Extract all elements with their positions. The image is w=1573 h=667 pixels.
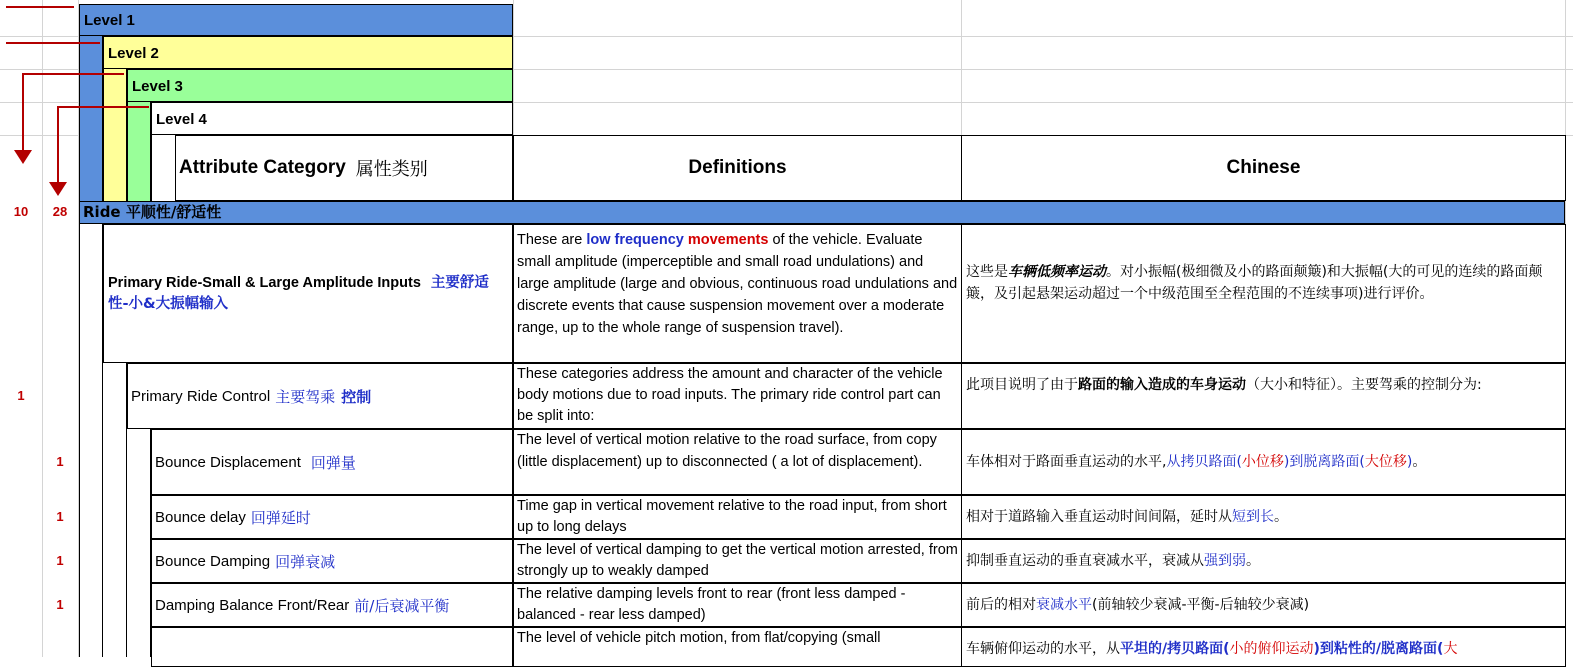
control-title-cn: 主要驾乘: [275, 387, 336, 406]
bounce-damping-definition: The level of vertical damping to get the vertical motion arrested, from strongly up to weakly damped: [513, 539, 962, 583]
chinese-highlight-red: 小位移: [1241, 454, 1284, 470]
chinese-header: Chinese: [961, 135, 1566, 201]
level-3-column: [127, 102, 151, 201]
chinese-text: 车体相对于路面垂直运动的水平,: [966, 454, 1167, 470]
bounce-displacement-count: 1: [56, 454, 64, 469]
arrow-line: [57, 106, 149, 108]
damping-balance-count: 1: [56, 597, 64, 612]
chinese-highlight-blue: )到粘性的/脱离路面(: [1313, 641, 1444, 657]
bounce-damping-count: 1: [56, 553, 64, 568]
chinese-text: 此项目说明了由于: [966, 377, 1078, 393]
arrow-down-icon: [14, 150, 32, 164]
chinese-text: 车辆俯仰运动的水平，从: [966, 641, 1120, 657]
chinese-bold: 路面的输入造成的车身运动: [1078, 377, 1246, 393]
bounce-damping-chinese: [961, 539, 1566, 583]
bounce-delay-count: 1: [56, 509, 64, 524]
bounce-displacement-definition: The level of vertical motion relative to the road surface, from copy (little displacement) up to disconnected ( a lot of displacement).: [513, 429, 962, 495]
row-bounce-damping-title[interactable]: [151, 539, 513, 583]
level-1-bar: [79, 4, 513, 36]
definition-highlight-blue: low frequency: [586, 232, 684, 248]
ride-category-label: Ride 平顺性/舒适性: [83, 203, 222, 221]
bounce-delay-chinese: [961, 495, 1566, 539]
definition-text: These are: [517, 232, 587, 248]
level-2-column: [103, 69, 127, 201]
bounce-damping-title-cn: 回弹衰减: [275, 552, 336, 571]
arrow-down-icon: [49, 182, 67, 196]
ride-category-band[interactable]: [79, 201, 1565, 224]
chinese-text: 相对于道路输入垂直运动时间间隔，延时从: [966, 509, 1232, 525]
attribute-category-cn: 属性类别: [355, 159, 428, 180]
arrow-line: [6, 6, 74, 8]
bounce-delay-title-cn: 回弹延时: [250, 508, 311, 527]
level-2-label: Level 2: [108, 44, 159, 62]
level-4-column: [151, 135, 175, 201]
primary-ride-chinese: [961, 224, 1566, 363]
chinese-highlight-blue: 衰减水平: [1036, 597, 1092, 613]
attribute-category-header: [175, 135, 513, 201]
chinese-text: 。: [1412, 454, 1427, 470]
level-1-column: [79, 36, 103, 201]
bounce-damping-title: Bounce Damping: [155, 552, 271, 570]
level-1-indent: [79, 224, 103, 657]
chinese-highlight-red: 小的俯仰运动: [1229, 641, 1314, 657]
damping-balance-chinese: [961, 583, 1566, 627]
chinese-text: 。对小振幅(极细微及小的路面颠簸)和大振幅(大的可见的连续的路面颠簸，及引起悬架运动超过一个中级范围至全程范围的不连续事项)进行评价。: [966, 264, 1543, 302]
level-3-bar: [127, 69, 513, 102]
pitch-chinese: [961, 627, 1566, 667]
row-pitch-title[interactable]: [151, 627, 513, 667]
damping-balance-title-cn: 前/后衰减平衡: [354, 596, 450, 615]
arrow-line: [57, 106, 59, 186]
arrow-line: [22, 73, 24, 155]
level-1-label: Level 1: [84, 11, 135, 29]
row-damping-balance-title[interactable]: [151, 583, 513, 627]
chinese-highlight-blue: 从拷贝路面(: [1166, 454, 1242, 470]
arrow-line: [22, 73, 124, 75]
chinese-text: 。: [1274, 509, 1288, 525]
bounce-displacement-title: Bounce Displacement: [155, 453, 301, 471]
definition-highlight-red: movements: [687, 232, 769, 248]
chinese-highlight-blue: ): [1406, 454, 1413, 470]
control-count: 1: [17, 388, 25, 403]
definition-text: of the vehicle. Evaluate small amplitude (imperceptible and small road undulations) and large amplitude (large and obvious, continuous road undulations and discrete events that cause suspension movement over a moderate range, up to the whole range of suspension travel).: [517, 232, 958, 336]
row-bounce-delay-title[interactable]: [151, 495, 513, 539]
damping-balance-definition: The relative damping levels front to rear (front less damped - balanced - rear less damped): [513, 583, 962, 627]
level-4-label: Level 4: [156, 110, 207, 128]
level-3-label: Level 3: [132, 77, 183, 95]
control-title-cn-bold: 控制: [341, 387, 372, 406]
chinese-highlight-blue: 平坦的/拷贝路面(: [1120, 641, 1230, 657]
bounce-delay-title: Bounce delay: [155, 508, 246, 526]
control-title: Primary Ride Control: [131, 387, 271, 405]
level-3-indent: [127, 429, 151, 657]
chinese-highlight-blue: 强到弱: [1204, 553, 1246, 569]
chinese-text: 这些是: [966, 264, 1008, 280]
bounce-delay-definition: Time gap in vertical movement relative to the road input, from short up to long delays: [513, 495, 962, 539]
definitions-header: Definitions: [513, 135, 962, 201]
pitch-definition: The level of vehicle pitch motion, from flat/copying (small: [513, 627, 962, 667]
level-2-bar: [103, 36, 513, 69]
attribute-category-label: Attribute Category: [179, 157, 346, 178]
bounce-displacement-title-cn: 回弹量: [310, 453, 356, 472]
row-primary-ride-title[interactable]: [103, 224, 513, 363]
chinese-text: 前后的相对: [966, 597, 1036, 613]
chinese-text: (前轴较少衰减-平衡-后轴较少衰减): [1092, 597, 1310, 613]
primary-ride-definition: [513, 224, 962, 363]
chinese-highlight-red: 大位移: [1364, 454, 1407, 470]
control-chinese: [961, 363, 1566, 429]
control-definition: These categories address the amount and character of the vehicle body motions due to road inputs. The primary ride control part can be split into:: [513, 363, 962, 429]
level-2-indent: [103, 363, 127, 657]
damping-balance-title: Damping Balance Front/Rear: [155, 596, 350, 614]
ride-count-level3: 10: [13, 204, 29, 219]
primary-ride-title: Primary Ride-Small & Large Amplitude Inputs: [108, 274, 421, 291]
chinese-highlight-blue: )到脱离路面(: [1283, 454, 1365, 470]
chinese-highlight-red: 大: [1443, 641, 1458, 657]
chinese-text: 。: [1246, 553, 1260, 569]
chinese-text: （大小和特征）。主要驾乘的控制分为:: [1246, 377, 1482, 393]
row-bounce-displacement-title[interactable]: [151, 429, 513, 495]
chinese-highlight-blue: 短到长: [1232, 509, 1274, 525]
chinese-text: 抑制垂直运动的垂直衰减水平，衰减从: [966, 553, 1204, 569]
ride-count-level4: 28: [52, 204, 68, 219]
row-primary-ride-control-title[interactable]: [127, 363, 513, 429]
primary-ride-title-cn: 主要舒适性-小&大振幅输入: [108, 274, 489, 312]
arrow-line: [6, 42, 100, 44]
bounce-displacement-chinese: [961, 429, 1566, 495]
chinese-emphasis: 车辆低频率运动: [1008, 264, 1106, 280]
